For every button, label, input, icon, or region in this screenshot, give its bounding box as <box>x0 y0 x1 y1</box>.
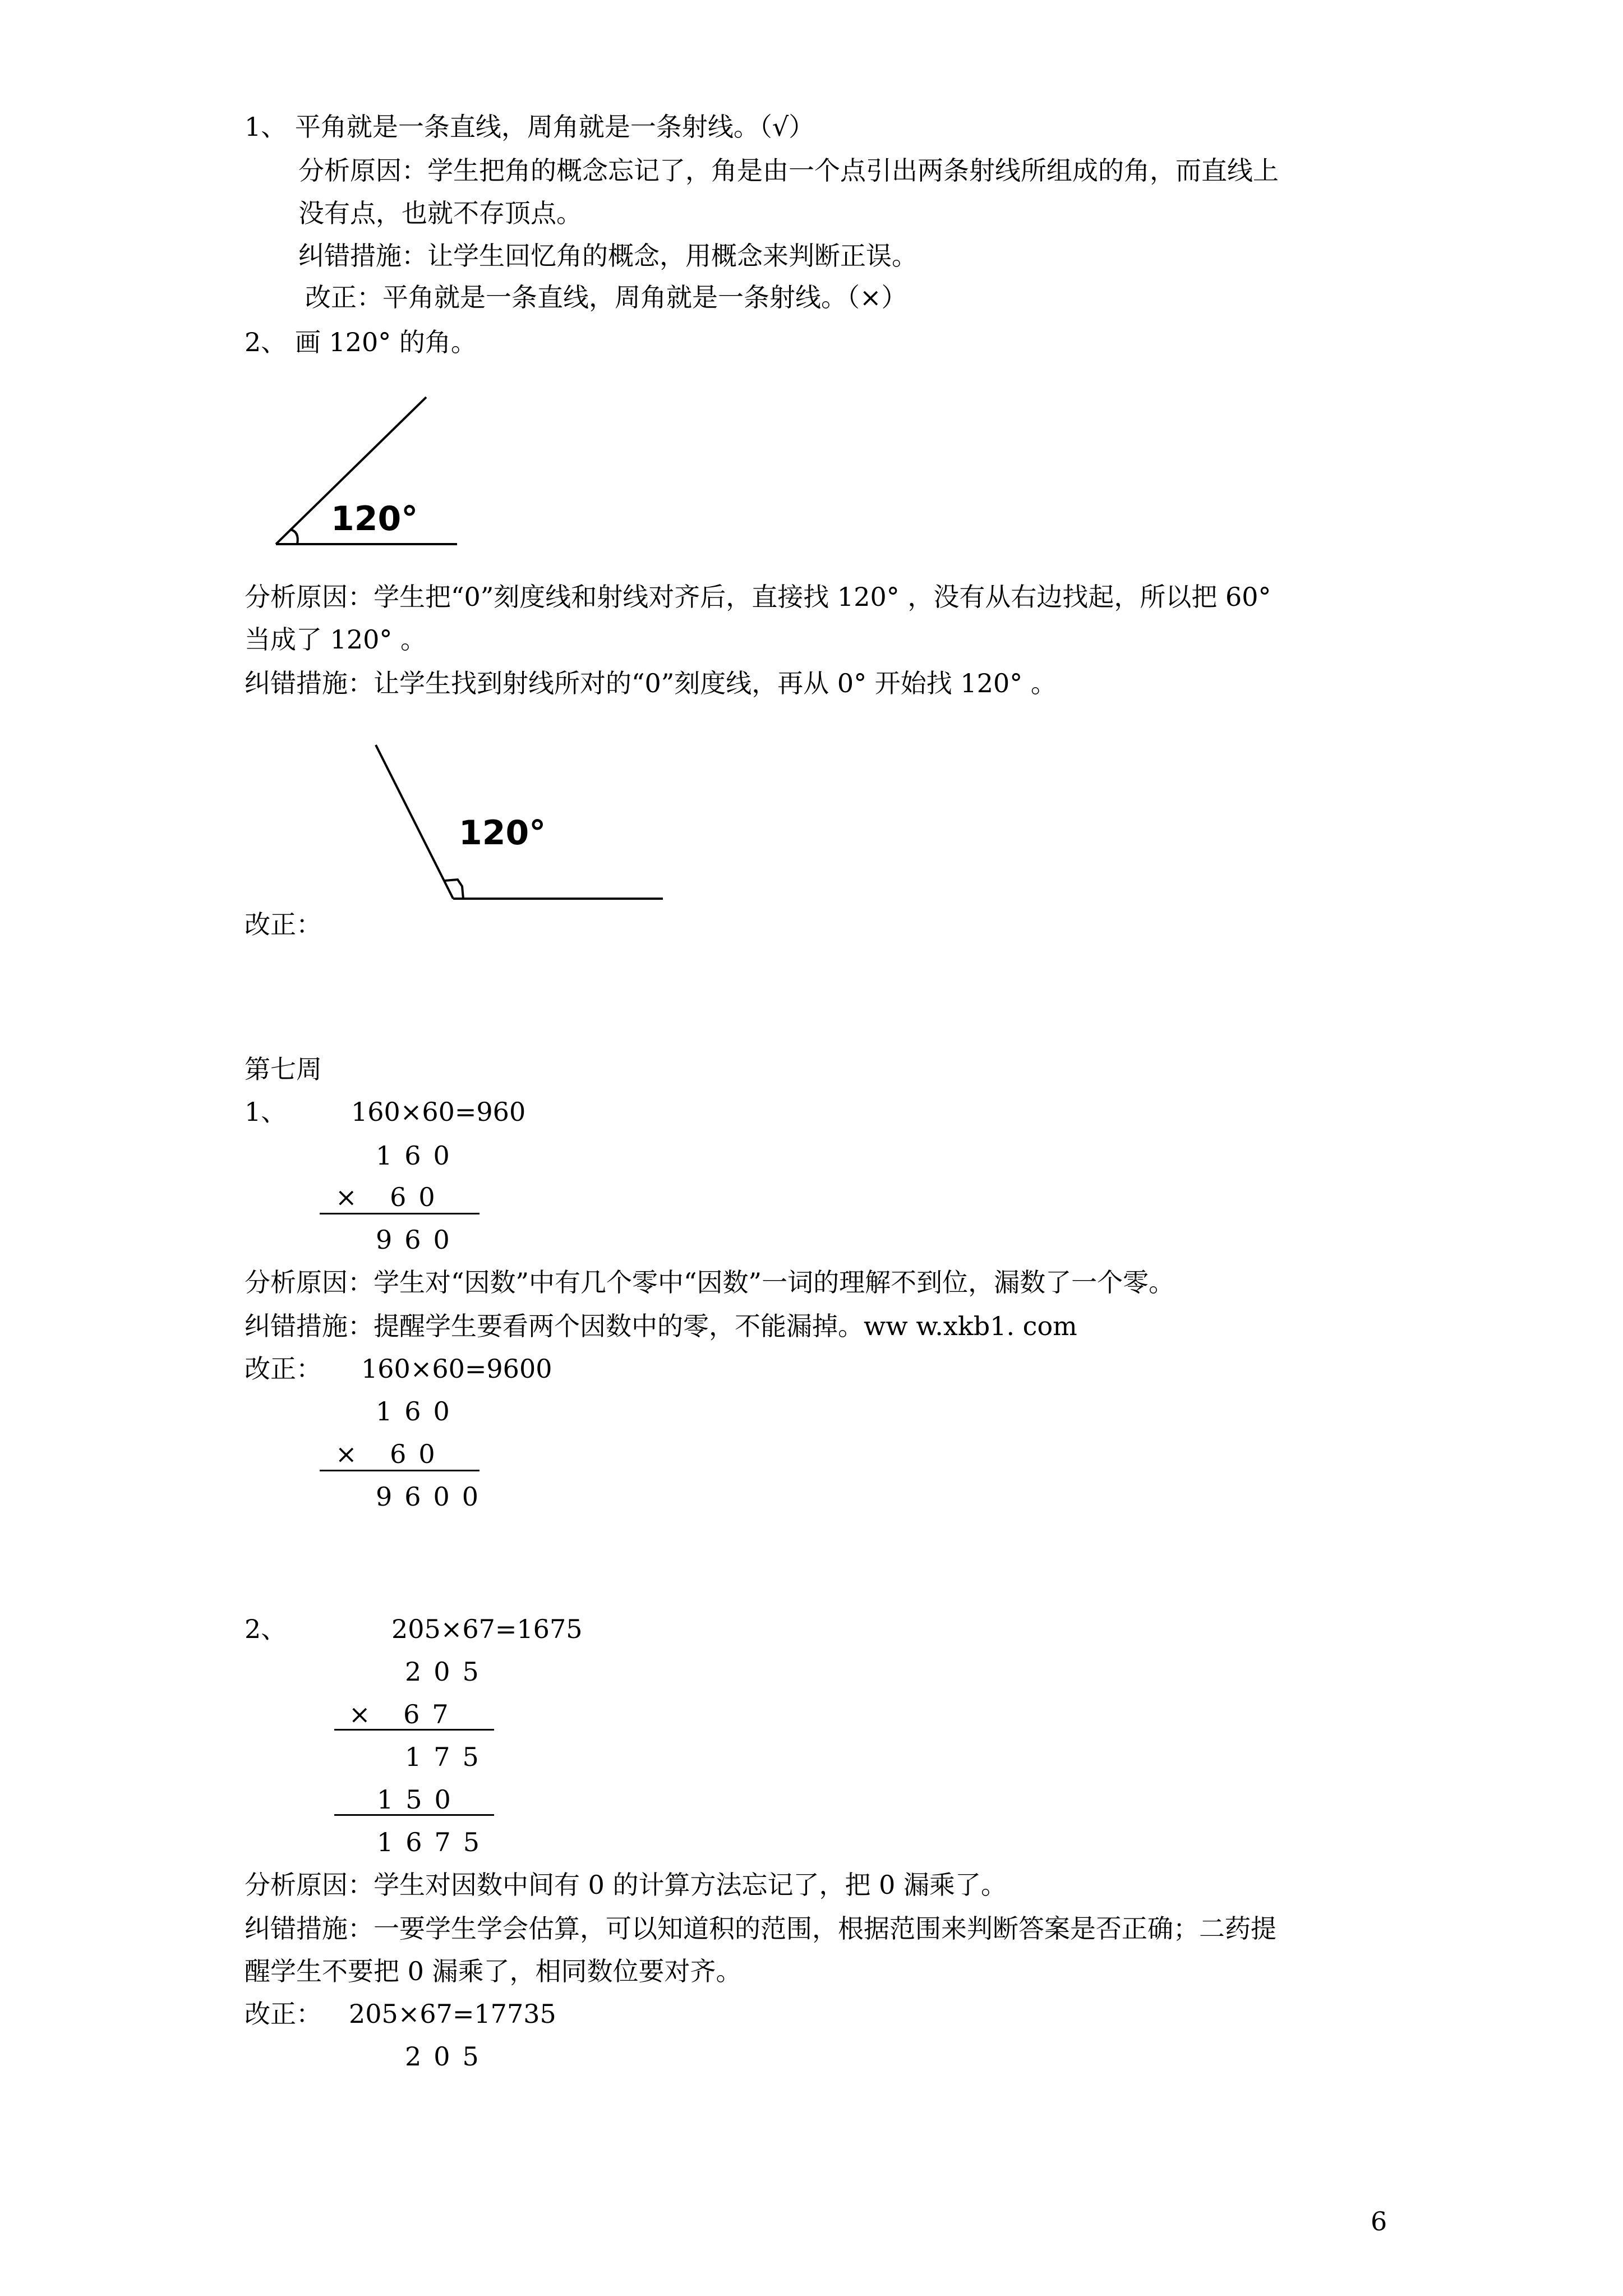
p1-correct-rule <box>320 1470 479 1471</box>
p2-measure-line2: 醒学生不要把 0 漏乘了，相同数位要对齐。 <box>245 1956 742 1986</box>
p2-wrong-rule-2 <box>334 1814 494 1816</box>
p2-correction-label: 改正： <box>245 1999 322 2029</box>
p2-correction-equation: 205×67=17735 <box>349 1999 556 2029</box>
p1-correct-multiplicand: 160 <box>376 1396 462 1427</box>
p2-analysis: 分析原因：学生对因数中间有 0 的计算方法忘记了，把 0 漏乘了。 <box>245 1870 1007 1900</box>
p2-wrong-multiplier: × 67 <box>349 1699 461 1729</box>
p1-equation: 160×60=960 <box>351 1097 526 1127</box>
item1-analysis-line1: 分析原因：学生把角的概念忘记了，角是由一个点引出两条射线所组成的角，而直线上 <box>298 155 1279 186</box>
item1-measure: 纠错措施：让学生回忆角的概念，用概念来判断正误。 <box>298 241 917 271</box>
item2-correction-label: 改正： <box>245 909 322 940</box>
p1-number: 1、 <box>245 1097 287 1127</box>
p1-correct-multiplier: × 60 <box>335 1439 448 1469</box>
p1-wrong-multiplier: × 60 <box>335 1182 448 1212</box>
p2-equation: 205×67=1675 <box>391 1614 583 1644</box>
p1-analysis: 分析原因：学生对“因数”中有几个零中“因数”一词的理解不到位，漏数了一个零。 <box>245 1267 1175 1297</box>
wrong-angle-figure <box>269 393 471 555</box>
wrong-angle-label: 120° <box>331 499 418 539</box>
p1-wrong-multiplicand: 160 <box>376 1140 462 1171</box>
p2-number: 2、 <box>245 1614 287 1644</box>
page-number: 6 <box>1371 2206 1387 2237</box>
p1-correction-equation: 160×60=9600 <box>361 1354 552 1384</box>
week7-heading: 第七周 <box>245 1054 322 1084</box>
p2-correct-multiplicand: 205 <box>405 2041 491 2072</box>
p1-wrong-result: 960 <box>376 1225 462 1255</box>
p2-wrong-result: 1675 <box>377 1827 492 1857</box>
p1-measure: 纠错措施：提醒学生要看两个因数中的零，不能漏掉。ww w.xkb1. com <box>245 1311 1077 1341</box>
item2-statement: 2、 画 120° 的角。 <box>245 327 477 357</box>
item1-statement: 1、 平角就是一条直线，周角就是一条射线。（√） <box>245 112 815 142</box>
correct-angle-label: 120° <box>459 813 546 853</box>
p2-wrong-partial1: 175 <box>405 1742 491 1772</box>
wrong-angle-arc <box>291 530 298 544</box>
p1-correction-label: 改正： <box>245 1354 322 1384</box>
correct-angle-figure <box>359 740 673 909</box>
item1-analysis-line2: 没有点，也就不存顶点。 <box>298 198 582 228</box>
item2-measure: 纠错措施：让学生找到射线所对的“0”刻度线，再从 0° 开始找 120° 。 <box>245 668 1057 698</box>
item2-analysis-line1: 分析原因：学生把“0”刻度线和射线对齐后，直接找 120° ，没有从右边找起，所以把 60° <box>245 582 1271 612</box>
p2-wrong-multiplicand: 205 <box>405 1657 491 1687</box>
p1-correct-result: 9600 <box>376 1481 491 1512</box>
p2-measure-line1: 纠错措施：一要学生学会估算，可以知道积的范围，根据范围来判断答案是否正确；二药提 <box>245 1913 1276 1944</box>
item1-correction: 改正：平角就是一条直线，周角就是一条射线。（×） <box>305 282 907 312</box>
correct-angle-arc <box>444 880 463 899</box>
item2-analysis-line2: 当成了 120° 。 <box>245 624 427 655</box>
p1-wrong-rule <box>320 1213 479 1214</box>
p2-wrong-rule-1 <box>334 1729 494 1731</box>
p2-wrong-partial2: 150 <box>377 1784 463 1815</box>
correct-angle-ray-oblique <box>376 745 453 899</box>
